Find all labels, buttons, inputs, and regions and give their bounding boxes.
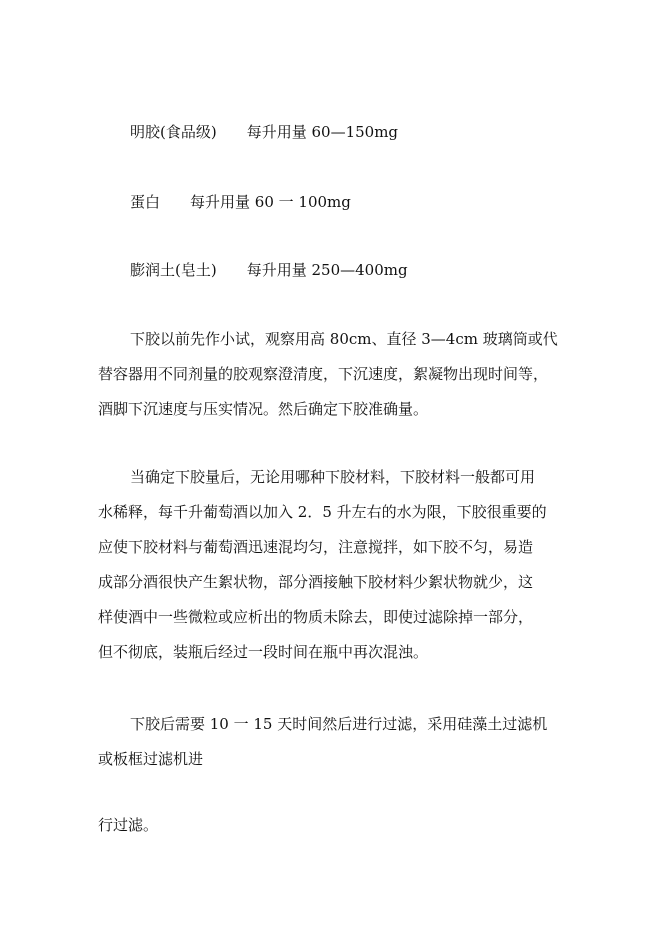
- dosage-line-gelatin: [130, 122, 398, 142]
- paragraph-line: 当确定下胶量后，无论用哪种下胶材料，下胶材料一般都可用: [130, 468, 536, 486]
- dosage-amount: 每升用量 60 一 100mg: [190, 193, 351, 211]
- paragraph-filtration: [98, 714, 564, 784]
- paragraph-line: 或板框过滤机进: [98, 750, 204, 768]
- paragraph-line: 样使酒中一些微粒或应析出的物质未除去，即使过滤除掉一部分，: [98, 608, 534, 626]
- paragraph-line: 下胶后需要 10 一 15 天时间然后进行过滤，采用硅藻土过滤机: [130, 715, 548, 733]
- paragraph-dilution: [98, 467, 564, 677]
- dosage-name: 蛋白: [130, 193, 161, 211]
- paragraph-line: 替容器用不同剂量的胶观察澄清度，下沉速度，絮凝物出现时间等，: [98, 365, 549, 383]
- dosage-line-protein: [130, 192, 351, 212]
- paragraph-line: 水稀释，每千升葡萄酒以加入 2．5 升左右的水为限，下胶很重要的: [98, 503, 547, 521]
- dosage-amount: 每升用量 60—150mg: [246, 123, 399, 141]
- paragraph-line: 应使下胶材料与葡萄酒迅速混均匀，注意搅拌，如下胶不匀，易造: [98, 538, 534, 556]
- dosage-name: 明胶(食品级): [130, 123, 217, 141]
- paragraph-line: 酒脚下沉速度与压实情况。然后确定下胶准确量。: [98, 400, 429, 418]
- dosage-name: 膨润土(皂土): [130, 261, 217, 279]
- paragraph-trial-test: [98, 329, 564, 434]
- paragraph-line: 成部分酒很快产生絮状物，部分酒接触下胶材料少絮状物就少，这: [98, 573, 534, 591]
- paragraph-line: 下胶以前先作小试，观察用高 80cm、直径 3—4cm 玻璃筒或代: [130, 330, 558, 348]
- dosage-line-bentonite: [130, 260, 408, 280]
- paragraph-line: 但不彻底，装瓶后经过一段时间在瓶中再次混浊。: [98, 643, 429, 661]
- dosage-amount: 每升用量 250—400mg: [246, 261, 408, 279]
- trailing-text: 行过滤。: [98, 816, 159, 834]
